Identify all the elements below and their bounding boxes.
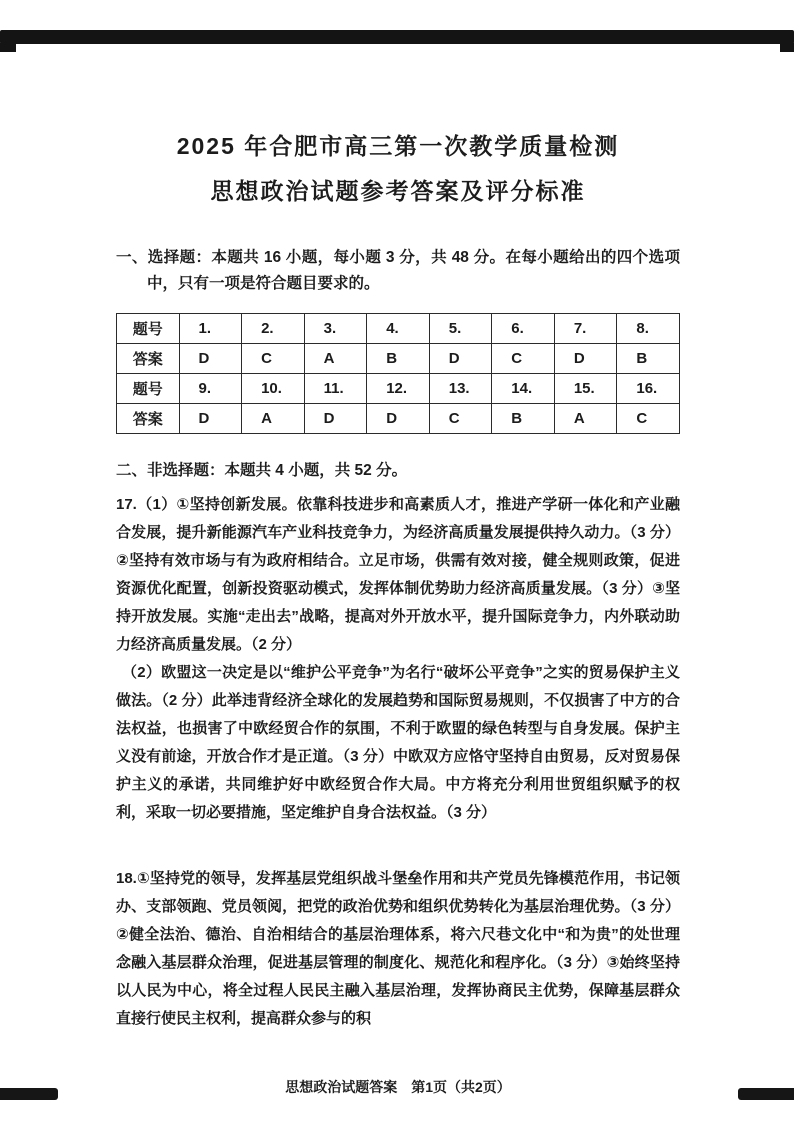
answer-cell: D bbox=[179, 344, 242, 374]
question-number-cell: 4. bbox=[367, 314, 430, 344]
answer-cell: C bbox=[242, 344, 305, 374]
table-row-question-numbers-1 bbox=[117, 314, 680, 344]
row-label-cell: 题号 bbox=[117, 314, 180, 344]
question-number-cell: 11. bbox=[304, 374, 367, 404]
answer-cell: B bbox=[492, 404, 555, 434]
question-number-cell: 8. bbox=[617, 314, 680, 344]
question-number-cell: 1. bbox=[179, 314, 242, 344]
answer-cell: C bbox=[617, 404, 680, 434]
answer-cell: A bbox=[242, 404, 305, 434]
table-row-answers-1 bbox=[117, 344, 680, 374]
scan-artifact-bottom-left bbox=[0, 1088, 58, 1100]
answer-cell: D bbox=[429, 344, 492, 374]
answer-cell: D bbox=[367, 404, 430, 434]
table-row-question-numbers-2 bbox=[117, 374, 680, 404]
question-number-cell: 3. bbox=[304, 314, 367, 344]
scan-artifact-bottom-right bbox=[738, 1088, 794, 1100]
question-number-cell: 16. bbox=[617, 374, 680, 404]
section-nonchoice-heading: 二、非选择题：本题共 4 小题，共 52 分。 bbox=[116, 462, 408, 479]
question-number-cell: 13. bbox=[429, 374, 492, 404]
row-label-cell: 题号 bbox=[117, 374, 180, 404]
question-17-answer-part1: 17.（1）①坚持创新发展。依靠科技进步和高素质人才，推进产学研一体化和产业融合发展，提升新能源汽车产业科技竞争力，为经济高质量发展提供持久动力。（3 分）②坚持有效市场与有为政府相结合。立足市场，供需有效对接，健全规则政策，促进资源优化配置，创新投资驱动模式，发挥体制优势助力经济高质量发展。（3 分）③坚持开放发展。实施“走出去”战略，提高对外开放水平，提升国际竞争力，内外联动助力经济高质量发展。（2 分） bbox=[116, 496, 680, 653]
question-18-answer: 18.①坚持党的领导，发挥基层党组织战斗堡垒作用和共产党员先锋模范作用，书记领办、支部领跑、党员领阅，把党的政治优势和组织优势转化为基层治理优势。（3 分）②健全法治、德治、自治相结合的基层治理体系，将六尺巷文化中“和为贵”的处世理念融入基层群众治理，促进基层管理的制度化、规范化和程序化。（3 分）③始终坚持以人民为中心，将全过程人民民主融入基层治理，发挥协商民主优势，保障基层群众直接行使民主权利，提高群众参与的积 bbox=[116, 870, 680, 1027]
answer-cell: D bbox=[554, 344, 617, 374]
answer-cell: B bbox=[617, 344, 680, 374]
answer-cell: A bbox=[554, 404, 617, 434]
answer-cell: D bbox=[179, 404, 242, 434]
answer-cell: C bbox=[492, 344, 555, 374]
page-footer: 思想政治试题答案 第1页（共2页） bbox=[285, 1079, 511, 1095]
question-17-answer-part2: （2）欧盟这一决定是以“维护公平竞争”为名行“破坏公平竞争”之实的贸易保护主义做法。（2 分）此举违背经济全球化的发展趋势和国际贸易规则，不仅损害了中方的合法权益，也损害了中欧经贸合作的氛围，不利于欧盟的绿色转型与自身发展。保护主义没有前途，开放合作才是正道。（3 分）中欧双方应恪守坚持自由贸易，反对贸易保护主义的承诺，共同维护好中欧经贸合作大局。中方将充分利用世贸组织赋予的权利，采取一切必要措施，坚定维护自身合法权益。（3 分） bbox=[116, 664, 680, 821]
question-number-cell: 9. bbox=[179, 374, 242, 404]
question-number-cell: 14. bbox=[492, 374, 555, 404]
question-number-cell: 15. bbox=[554, 374, 617, 404]
question-number-cell: 10. bbox=[242, 374, 305, 404]
answer-cell: D bbox=[304, 404, 367, 434]
question-number-cell: 6. bbox=[492, 314, 555, 344]
document-title-line1: 2025 年合肥市高三第一次教学质量检测 bbox=[176, 133, 620, 159]
document-title-line2: 思想政治试题参考答案及评分标准 bbox=[210, 178, 586, 204]
answer-cell: C bbox=[429, 404, 492, 434]
row-label-cell: 答案 bbox=[117, 404, 180, 434]
answer-key-table bbox=[116, 313, 680, 434]
question-number-cell: 2. bbox=[242, 314, 305, 344]
question-number-cell: 7. bbox=[554, 314, 617, 344]
answer-cell: A bbox=[304, 344, 367, 374]
section-choice-heading: 一、选择题：本题共 16 小题，每小题 3 分，共 48 分。在每小题给出的四个选项中，只有一项是符合题目要求的。 bbox=[116, 249, 680, 292]
question-number-cell: 5. bbox=[429, 314, 492, 344]
question-number-cell: 12. bbox=[367, 374, 430, 404]
answer-cell: B bbox=[367, 344, 430, 374]
row-label-cell: 答案 bbox=[117, 344, 180, 374]
table-row-answers-2 bbox=[117, 404, 680, 434]
